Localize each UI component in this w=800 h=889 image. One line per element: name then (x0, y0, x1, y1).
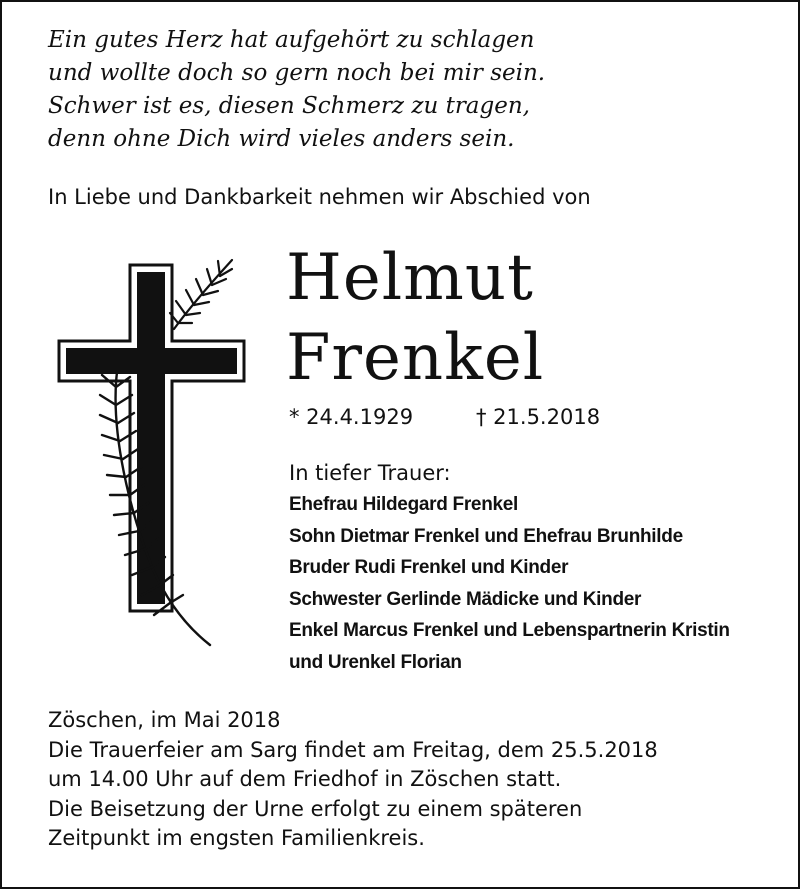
mourner-entry: Schwester Gerlinde Mädicke und Kinder (289, 588, 642, 610)
service-line: Die Trauerfeier am Sarg findet am Freitag, dem 25.5.2018 (48, 737, 658, 762)
service-line: Zeitpunkt im engsten Familienkreis. (48, 826, 425, 850)
life-dates (289, 403, 600, 431)
service-line: Die Beisetzung der Urne erfolgt zu einem späteren (48, 796, 583, 821)
mourner-entry: Ehefrau Hildegard Frenkel (289, 494, 519, 515)
mourner-entry: Enkel Marcus Frenkel und Lebenspartnerin Kristin (289, 620, 730, 641)
deceased-first-name: Helmut (286, 241, 534, 315)
mourner-entry: Bruder Rudi Frenkel und Kinder (289, 557, 569, 578)
birth-date: * 24.4.1929 (289, 405, 414, 429)
death-date: † 21.5.2018 (476, 405, 601, 429)
service-details (48, 706, 658, 854)
mourner-entry: und Urenkel Florian (289, 651, 462, 673)
memorial-poem (48, 24, 768, 156)
farewell-intro: In Liebe und Dankbarkeit nehmen wir Abschied von (48, 185, 591, 209)
poem-line: Schwer ist es, diesen Schmerz zu tragen, (48, 93, 530, 119)
mourner-entry: Sohn Dietmar Frenkel und Ehefrau Brunhilde (289, 525, 683, 547)
poem-line: denn ohne Dich wird vieles anders sein. (48, 126, 515, 152)
place-and-date: Zöschen, im Mai 2018 (48, 708, 281, 732)
cross-with-palm-branch-icon (52, 257, 252, 652)
mourners-list (289, 489, 730, 678)
deceased-name (286, 238, 544, 398)
mourners-heading: In tiefer Trauer: (289, 461, 451, 485)
deceased-last-name: Frenkel (286, 321, 545, 395)
poem-line: Ein gutes Herz hat aufgehört zu schlagen (48, 27, 535, 53)
service-line: um 14.00 Uhr auf dem Friedhof in Zöschen statt. (48, 767, 562, 791)
poem-line: und wollte doch so gern noch bei mir sein. (48, 60, 546, 86)
